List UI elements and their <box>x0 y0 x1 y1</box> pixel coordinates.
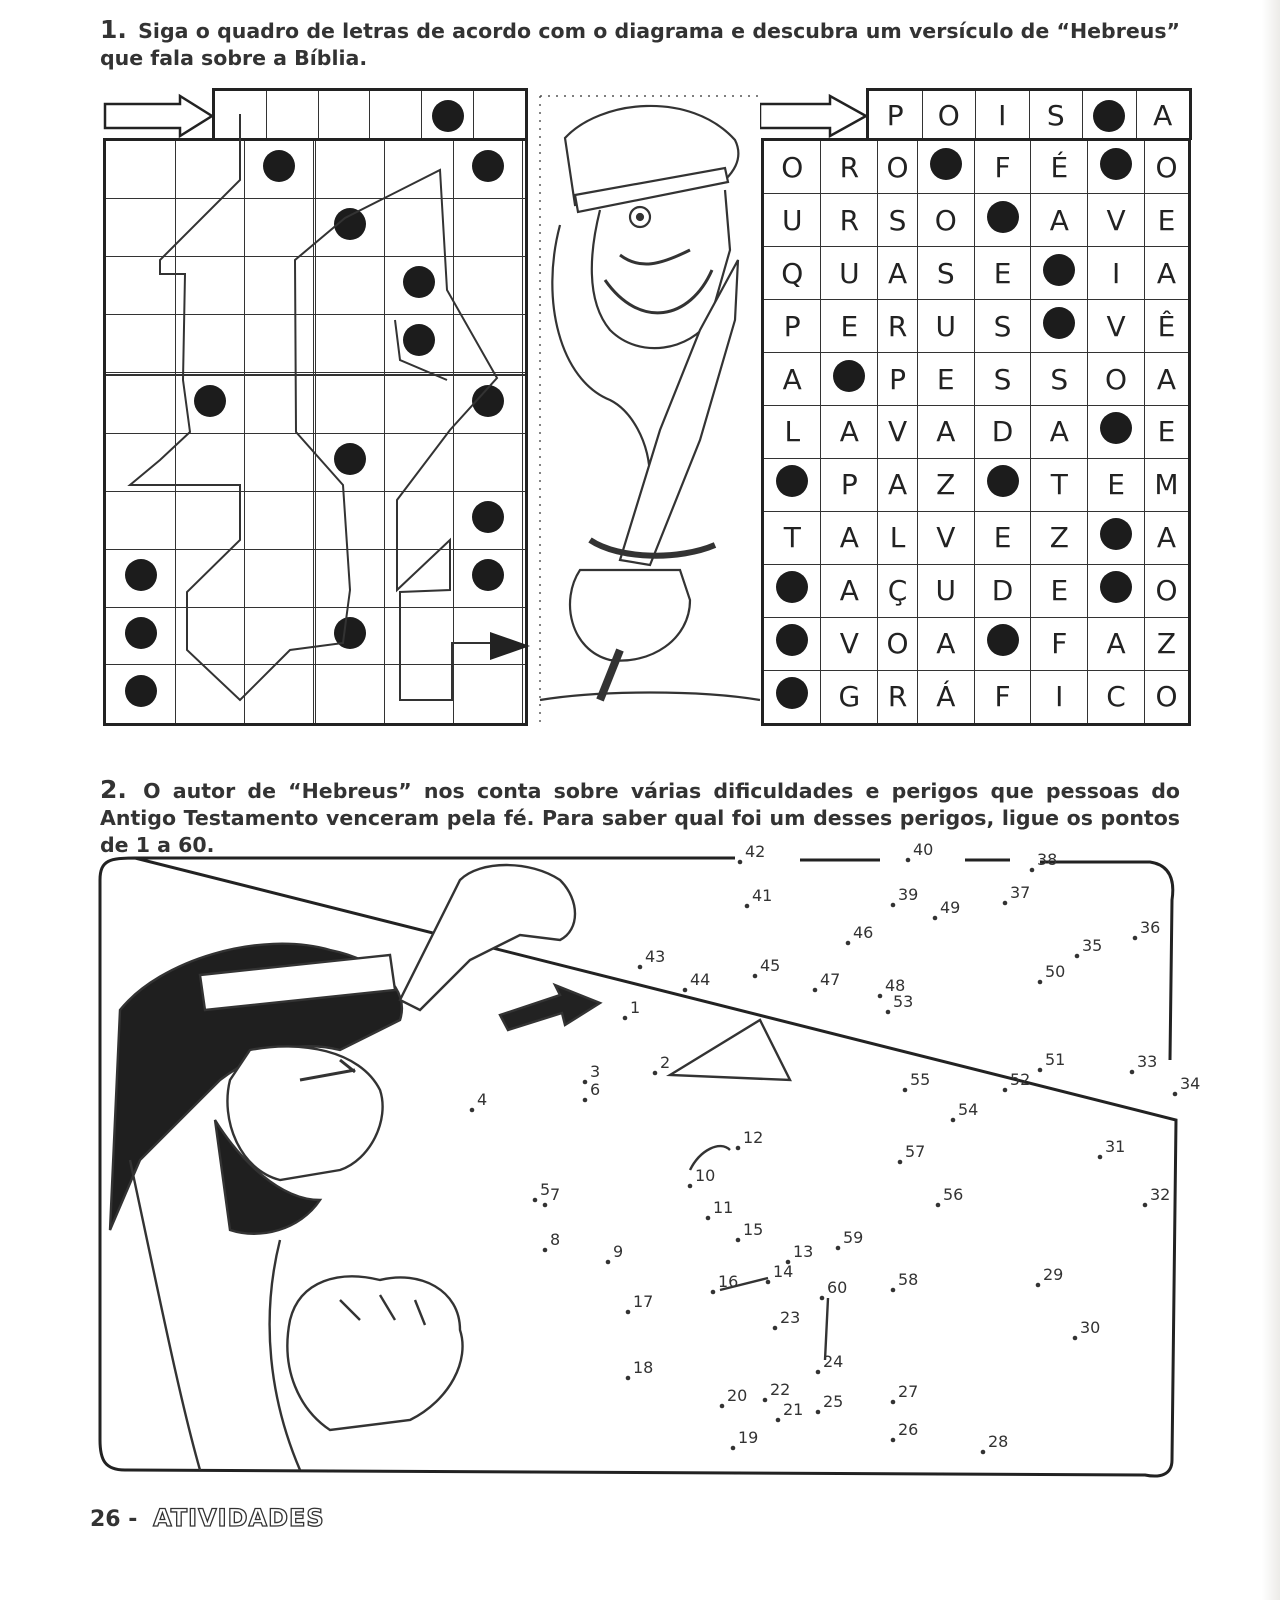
dot-number-label: 15 <box>743 1220 764 1239</box>
dot-number-label: 52 <box>1010 1070 1031 1089</box>
dot-point <box>898 1160 903 1165</box>
dot-point <box>1036 1283 1041 1288</box>
dot-number-label: 49 <box>940 898 961 917</box>
dot-point <box>653 1071 658 1076</box>
letter-cell: R <box>878 300 918 353</box>
letter-cell: E <box>1088 458 1145 511</box>
dot-point <box>543 1203 548 1208</box>
dot-point <box>470 1108 475 1113</box>
dot-number-label: 8 <box>550 1230 561 1249</box>
letter-cell: E <box>974 247 1031 300</box>
letter-cell: O <box>923 91 977 140</box>
dot-number-label: 12 <box>743 1128 764 1147</box>
letter-cell: E <box>821 300 878 353</box>
letter-cell: V <box>821 617 878 670</box>
letter-cell: A <box>763 353 821 406</box>
dot-number-label: 28 <box>988 1432 1009 1451</box>
letter-cell: A <box>917 617 974 670</box>
dot-number-label: 6 <box>590 1080 601 1099</box>
dot-number-label: 17 <box>633 1292 654 1311</box>
letter-cell: A <box>821 511 878 564</box>
dot-point <box>731 1446 736 1451</box>
dot-point <box>736 1238 741 1243</box>
letter-cell: O <box>1144 140 1189 194</box>
dot-number-label: 5 <box>540 1180 551 1199</box>
dot-point <box>936 1203 941 1208</box>
dot-point <box>1133 936 1138 941</box>
letter-cell: A <box>1144 247 1189 300</box>
letter-cell: R <box>821 140 878 194</box>
dot-point <box>1003 901 1008 906</box>
dot-number-label: 54 <box>958 1100 979 1119</box>
letter-cell: D <box>974 564 1031 617</box>
dot-number-label: 11 <box>713 1198 734 1217</box>
letter-cell: A <box>821 406 878 459</box>
letter-cell: Z <box>917 458 974 511</box>
letter-cell: A <box>917 406 974 459</box>
letter-cell: Z <box>1031 511 1088 564</box>
dot-point <box>906 858 911 863</box>
dot-number-label: 22 <box>770 1380 791 1399</box>
dot-point <box>711 1290 716 1295</box>
dot-point <box>626 1310 631 1315</box>
angry-man-illustration <box>110 865 828 1470</box>
letter-cell: C <box>1088 670 1145 724</box>
letter-cell: A <box>1144 511 1189 564</box>
dot-number-label: 48 <box>885 976 906 995</box>
dot-point <box>891 903 896 908</box>
page-number: 26 - <box>90 1507 138 1532</box>
dot-point <box>766 1280 771 1285</box>
letter-cell: V <box>878 406 918 459</box>
dot-number-label: 57 <box>905 1142 926 1161</box>
letter-cell: T <box>763 511 821 564</box>
dot-number-label: 59 <box>843 1228 864 1247</box>
dot-point <box>736 1146 741 1151</box>
dot-point <box>1030 868 1035 873</box>
letter-cell: A <box>821 564 878 617</box>
letter-cell: O <box>1088 353 1145 406</box>
letter-cell: U <box>917 564 974 617</box>
dot-number-label: 20 <box>727 1386 748 1405</box>
dot-number-label: 60 <box>827 1278 848 1297</box>
dot-number-label: 56 <box>943 1185 964 1204</box>
letter-cell: E <box>974 511 1031 564</box>
dot-point <box>683 988 688 993</box>
dot-number-label: 33 <box>1137 1052 1158 1071</box>
dot-number-label: 13 <box>793 1242 814 1261</box>
letter-cell: E <box>1144 194 1189 247</box>
dot-point <box>846 941 851 946</box>
letter-cell: I <box>1088 247 1145 300</box>
dot-number-label: 53 <box>893 992 914 1011</box>
dot-point <box>688 1184 693 1189</box>
dot-number-label: 1 <box>630 998 641 1017</box>
letter-cell: R <box>821 194 878 247</box>
dot-number-label: 41 <box>752 886 773 905</box>
letter-cell: G <box>821 670 878 724</box>
dot-point <box>816 1410 821 1415</box>
dot-number-label: 3 <box>590 1062 601 1081</box>
question-1-number: 1. <box>100 15 127 44</box>
dot-point <box>543 1248 548 1253</box>
letter-cell: I <box>976 91 1030 140</box>
dot-point <box>1098 1155 1103 1160</box>
dot-number-label: 25 <box>823 1392 844 1411</box>
dot-number-label: 51 <box>1045 1050 1066 1069</box>
letter-cell: M <box>1144 458 1189 511</box>
letter-cell: U <box>763 194 821 247</box>
letter-cell: P <box>869 91 923 140</box>
letter-cell: O <box>878 140 918 194</box>
letter-cell: E <box>917 353 974 406</box>
dot-point <box>753 974 758 979</box>
dot-point <box>1143 1203 1148 1208</box>
dot-point <box>1038 1068 1043 1073</box>
letter-cell: S <box>974 300 1031 353</box>
letter-cell: E <box>1144 406 1189 459</box>
dot-point <box>1073 1336 1078 1341</box>
dot-point <box>738 860 743 865</box>
letter-cell: P <box>821 458 878 511</box>
dot-number-label: 27 <box>898 1382 919 1401</box>
letter-cell: F <box>974 670 1031 724</box>
dot-number-label: 55 <box>910 1070 931 1089</box>
letter-cell: I <box>1031 670 1088 724</box>
letter-cell: V <box>917 511 974 564</box>
dot-number-label: 24 <box>823 1352 844 1371</box>
dot-number-label: 10 <box>695 1166 716 1185</box>
letter-cell: A <box>878 458 918 511</box>
dot-point <box>533 1198 538 1203</box>
dot-number-label: 29 <box>1043 1265 1064 1284</box>
dot-point <box>763 1398 768 1403</box>
dot-number-label: 39 <box>898 885 919 904</box>
dot-number-label: 14 <box>773 1262 794 1281</box>
letter-cell: P <box>763 300 821 353</box>
dot-number-label: 47 <box>820 970 841 989</box>
dot-point <box>626 1376 631 1381</box>
letter-cell: A <box>1031 194 1088 247</box>
letter-cell: S <box>878 194 918 247</box>
letter-cell: Á <box>917 670 974 724</box>
dot-number-label: 18 <box>633 1358 654 1377</box>
dot-number-label: 34 <box>1180 1074 1201 1093</box>
dot-number-label: 50 <box>1045 962 1066 981</box>
letter-cell: A <box>1088 617 1145 670</box>
dot-number-label: 58 <box>898 1270 919 1289</box>
page-footer <box>90 1504 325 1532</box>
dot-point <box>891 1400 896 1405</box>
letter-cell: T <box>1031 458 1088 511</box>
dot-point <box>878 994 883 999</box>
letter-cell: S <box>1030 91 1084 140</box>
dot-point <box>638 965 643 970</box>
dot-point <box>891 1438 896 1443</box>
dot-number-label: 37 <box>1010 883 1031 902</box>
dot-number-label: 42 <box>745 842 766 861</box>
dot-point <box>891 1288 896 1293</box>
dot-number-label: 26 <box>898 1420 919 1439</box>
dot-number-label: 7 <box>550 1185 561 1204</box>
dot-point <box>773 1326 778 1331</box>
letter-cell: Z <box>1144 617 1189 670</box>
letter-cell: A <box>1031 406 1088 459</box>
dot-point <box>1173 1092 1178 1097</box>
dot-point <box>813 988 818 993</box>
letter-cell: A <box>1153 99 1173 132</box>
letter-cell: O <box>763 140 821 194</box>
dot-number-label: 19 <box>738 1428 759 1447</box>
letter-cell: S <box>917 247 974 300</box>
dot-number-label: 21 <box>783 1400 804 1419</box>
dot-number-label: 43 <box>645 947 666 966</box>
dot-point <box>776 1418 781 1423</box>
dot-point <box>1130 1070 1135 1075</box>
dot-number-label: 36 <box>1140 918 1161 937</box>
dot-number-label: 45 <box>760 956 781 975</box>
dot-point <box>951 1118 956 1123</box>
question-2-number: 2. <box>100 775 127 804</box>
letter-cell: O <box>917 194 974 247</box>
dot-point <box>1003 1088 1008 1093</box>
letter-cell: A <box>1144 353 1189 406</box>
dot-point <box>583 1098 588 1103</box>
letter-cell: S <box>1031 353 1088 406</box>
letter-cell: S <box>974 353 1031 406</box>
letter-cell: F <box>1031 617 1088 670</box>
dot-point <box>1038 980 1043 985</box>
letter-cell: V <box>1088 194 1145 247</box>
dot-point <box>816 1370 821 1375</box>
letter-cell: V <box>1088 300 1145 353</box>
letter-cell: D <box>974 406 1031 459</box>
letter-cell: Ê <box>1144 300 1189 353</box>
dot-point <box>836 1246 841 1251</box>
dot-number-label: 31 <box>1105 1137 1126 1156</box>
letter-cell: U <box>917 300 974 353</box>
section-brand: ATIVIDADES <box>153 1504 325 1532</box>
dot-number-label: 30 <box>1080 1318 1101 1337</box>
dot-point <box>583 1080 588 1085</box>
letter-cell: P <box>878 353 918 406</box>
letter-cell: R <box>878 670 918 724</box>
dot-point <box>720 1404 725 1409</box>
dot-number-label: 32 <box>1150 1185 1171 1204</box>
dot-point <box>820 1296 825 1301</box>
letter-cell: É <box>1031 140 1088 194</box>
letter-cell: O <box>878 617 918 670</box>
letter-cell: Ç <box>878 564 918 617</box>
letter-cell: F <box>974 140 1031 194</box>
letter-cell: O <box>1144 564 1189 617</box>
dot-number-label: 9 <box>613 1242 624 1261</box>
dot-point <box>886 1010 891 1015</box>
dot-number-label: 40 <box>913 840 934 859</box>
dot-number-label: 46 <box>853 923 874 942</box>
dot-number-label: 23 <box>780 1308 801 1327</box>
letter-cell: L <box>878 511 918 564</box>
dot-number-label: 38 <box>1037 850 1058 869</box>
dot-number-label: 4 <box>477 1090 488 1109</box>
letter-cell: L <box>763 406 821 459</box>
letter-cell: U <box>821 247 878 300</box>
dot-point <box>706 1216 711 1221</box>
dot-point <box>606 1260 611 1265</box>
dot-number-label: 44 <box>690 970 711 989</box>
dot-point <box>1075 954 1080 959</box>
question-2-text: O autor de “Hebreus” nos conta sobre várias dificuldades e perigos que pessoas do Antigo Testamento venceram pela fé. Para saber qual foi um desses perigos, ligue os pontos de 1 a 60. <box>100 779 1181 857</box>
dot-point <box>903 1088 908 1093</box>
letter-cell: E <box>1031 564 1088 617</box>
dot-point <box>933 916 938 921</box>
dot-point <box>623 1016 628 1021</box>
letter-cell: O <box>1144 670 1189 724</box>
dot-point <box>981 1450 986 1455</box>
question-1-text: Siga o quadro de letras de acordo com o diagrama e descubra um versículo de “Hebreus” que fala sobre a Bíblia. <box>100 19 1180 70</box>
dot-point <box>745 904 750 909</box>
dot-number-label: 2 <box>660 1053 671 1072</box>
letter-cell: A <box>878 247 918 300</box>
dot-number-label: 35 <box>1082 936 1103 955</box>
numbered-dots-layer <box>470 840 1201 1454</box>
letter-cell: Q <box>763 247 821 300</box>
dot-number-label: 16 <box>718 1272 739 1291</box>
